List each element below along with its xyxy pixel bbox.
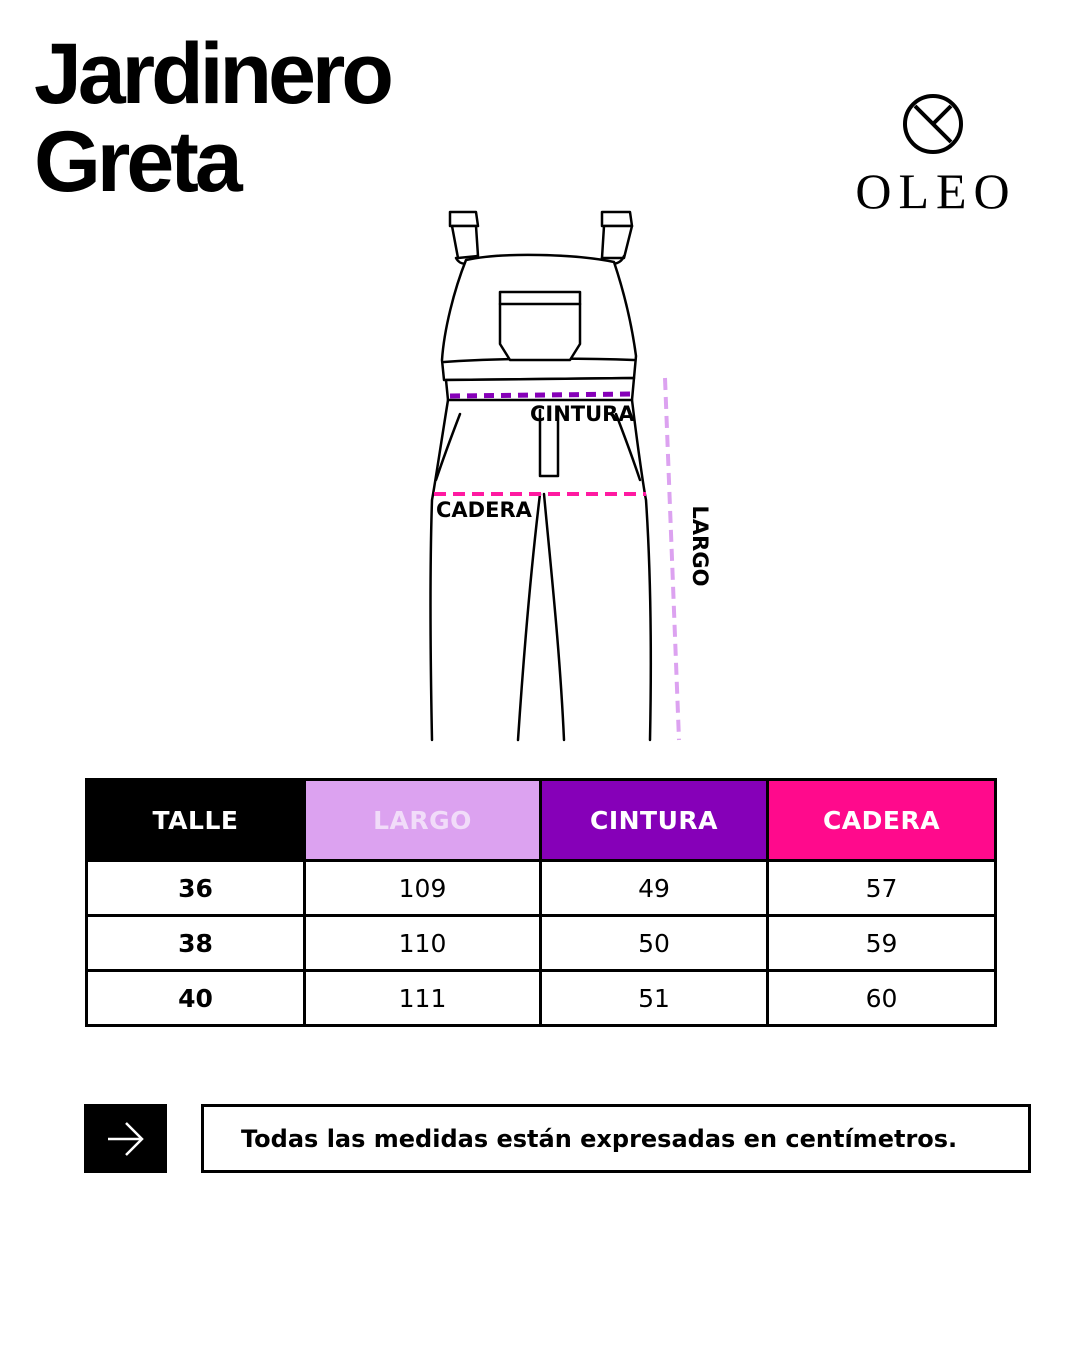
header-hip: CADERA (768, 780, 996, 861)
size-value: 40 (87, 971, 305, 1026)
length-value: 111 (305, 971, 541, 1026)
size-value: 36 (87, 861, 305, 916)
header-length: LARGO (305, 780, 541, 861)
table-row (87, 916, 996, 971)
brand-logo (848, 92, 1018, 219)
brand-name: OLEO (855, 163, 1017, 219)
arrow-right-icon (104, 1119, 148, 1159)
size-table (85, 778, 997, 1027)
waist-value: 51 (541, 971, 768, 1026)
table-row (87, 861, 996, 916)
hip-value: 59 (768, 916, 996, 971)
hip-label: CADERA (436, 498, 532, 522)
hip-value: 60 (768, 971, 996, 1026)
length-value: 109 (305, 861, 541, 916)
waist-label: CINTURA (530, 402, 635, 426)
header-size: TALLE (87, 780, 305, 861)
table-header-row (87, 780, 996, 861)
circle-x-logo-icon (901, 92, 965, 156)
hip-value: 57 (768, 861, 996, 916)
header-waist: CINTURA (541, 780, 768, 861)
waist-value: 49 (541, 861, 768, 916)
table-row (87, 971, 996, 1026)
waist-value: 50 (541, 916, 768, 971)
length-value: 110 (305, 916, 541, 971)
note-arrow-box (84, 1104, 167, 1173)
units-note (201, 1104, 1031, 1173)
title-line-2: Greta (34, 114, 239, 210)
overall-sketch (380, 200, 740, 745)
title-line-1: Jardinero (34, 26, 390, 122)
size-value: 38 (87, 916, 305, 971)
length-label: LARGO (688, 505, 712, 587)
product-title (34, 26, 390, 210)
length-line (665, 378, 679, 740)
units-note-text: Todas las medidas están expresadas en centímetros. (241, 1124, 958, 1153)
